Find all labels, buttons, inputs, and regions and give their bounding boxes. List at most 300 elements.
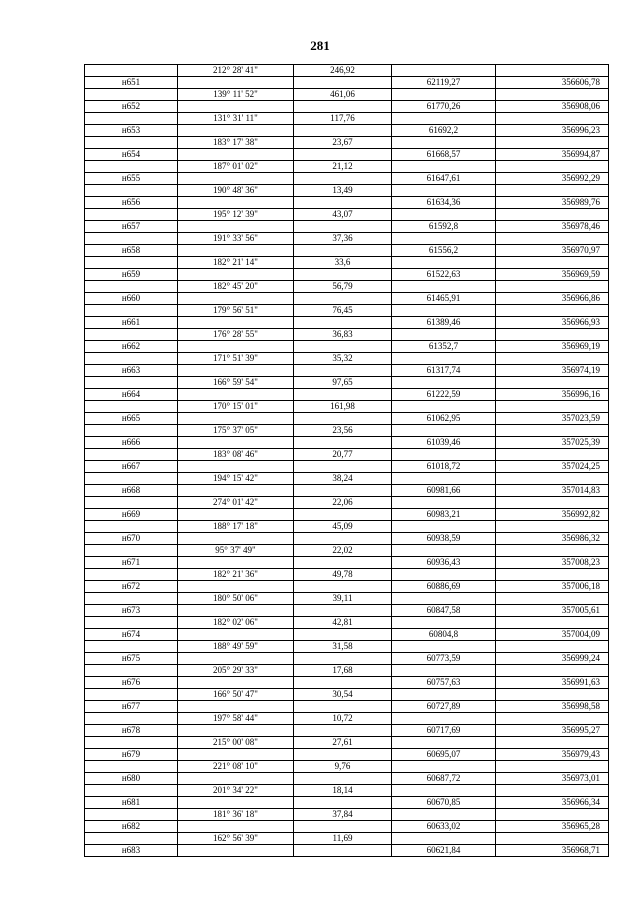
point-name-cell: н682	[85, 821, 178, 833]
table-row	[85, 809, 609, 821]
table-row	[85, 125, 609, 137]
y-coordinate-cell: 357005,61	[496, 605, 609, 617]
x-coordinate-cell: 60886,69	[392, 581, 496, 593]
direction-angle-cell	[178, 677, 294, 689]
y-coordinate-cell	[496, 545, 609, 557]
direction-angle-cell	[178, 557, 294, 569]
direction-angle-cell	[178, 149, 294, 161]
point-name-cell	[85, 833, 178, 845]
x-coordinate-cell	[392, 113, 496, 125]
point-name-cell: н665	[85, 413, 178, 425]
y-coordinate-cell	[496, 641, 609, 653]
point-name-cell: н674	[85, 629, 178, 641]
table-row	[85, 581, 609, 593]
table-row	[85, 185, 609, 197]
x-coordinate-cell	[392, 665, 496, 677]
table-row	[85, 545, 609, 557]
direction-angle-cell	[178, 125, 294, 137]
direction-angle-cell: 166° 59' 54"	[178, 377, 294, 389]
y-coordinate-cell	[496, 785, 609, 797]
distance-cell: 20,77	[294, 449, 392, 461]
table-row	[85, 305, 609, 317]
y-coordinate-cell	[496, 425, 609, 437]
point-name-cell: н662	[85, 341, 178, 353]
distance-cell	[294, 749, 392, 761]
x-coordinate-cell	[392, 449, 496, 461]
y-coordinate-cell	[496, 233, 609, 245]
table-row	[85, 293, 609, 305]
y-coordinate-cell	[496, 161, 609, 173]
point-name-cell: н676	[85, 677, 178, 689]
y-coordinate-cell: 356979,43	[496, 749, 609, 761]
table-row	[85, 113, 609, 125]
table-row	[85, 197, 609, 209]
distance-cell: 42,81	[294, 617, 392, 629]
distance-cell	[294, 245, 392, 257]
table-row	[85, 737, 609, 749]
x-coordinate-cell	[392, 353, 496, 365]
point-name-cell: н678	[85, 725, 178, 737]
y-coordinate-cell	[496, 761, 609, 773]
table-row	[85, 65, 609, 77]
x-coordinate-cell	[392, 833, 496, 845]
distance-cell: 30,54	[294, 689, 392, 701]
direction-angle-cell	[178, 365, 294, 377]
y-coordinate-cell: 356969,19	[496, 341, 609, 353]
distance-cell: 461,06	[294, 89, 392, 101]
table-row	[85, 677, 609, 689]
x-coordinate-cell: 60695,07	[392, 749, 496, 761]
y-coordinate-cell: 356606,78	[496, 77, 609, 89]
direction-angle-cell: 182° 21' 36"	[178, 569, 294, 581]
direction-angle-cell: 183° 17' 38"	[178, 137, 294, 149]
table-row	[85, 233, 609, 245]
y-coordinate-cell	[496, 209, 609, 221]
distance-cell	[294, 653, 392, 665]
x-coordinate-cell: 60938,59	[392, 533, 496, 545]
point-name-cell: н672	[85, 581, 178, 593]
distance-cell	[294, 389, 392, 401]
distance-cell: 31,58	[294, 641, 392, 653]
x-coordinate-cell: 60633,02	[392, 821, 496, 833]
x-coordinate-cell	[392, 761, 496, 773]
y-coordinate-cell: 356989,76	[496, 197, 609, 209]
direction-angle-cell	[178, 485, 294, 497]
point-name-cell: н657	[85, 221, 178, 233]
distance-cell	[294, 197, 392, 209]
direction-angle-cell: 191° 33' 56"	[178, 233, 294, 245]
point-name-cell: н661	[85, 317, 178, 329]
point-name-cell	[85, 497, 178, 509]
distance-cell: 56,79	[294, 281, 392, 293]
point-name-cell	[85, 473, 178, 485]
distance-cell: 49,78	[294, 569, 392, 581]
table-row	[85, 833, 609, 845]
point-name-cell	[85, 761, 178, 773]
y-coordinate-cell: 356995,27	[496, 725, 609, 737]
direction-angle-cell: 188° 17' 18"	[178, 521, 294, 533]
x-coordinate-cell	[392, 377, 496, 389]
table-row	[85, 533, 609, 545]
direction-angle-cell	[178, 605, 294, 617]
y-coordinate-cell: 357023,59	[496, 413, 609, 425]
x-coordinate-cell: 60804,8	[392, 629, 496, 641]
x-coordinate-cell	[392, 809, 496, 821]
table-row	[85, 689, 609, 701]
direction-angle-cell: 215° 00' 08"	[178, 737, 294, 749]
table-row	[85, 221, 609, 233]
x-coordinate-cell	[392, 257, 496, 269]
x-coordinate-cell	[392, 137, 496, 149]
table-row	[85, 77, 609, 89]
table-row	[85, 653, 609, 665]
table-row	[85, 497, 609, 509]
direction-angle-cell	[178, 797, 294, 809]
point-name-cell	[85, 161, 178, 173]
y-coordinate-cell	[496, 497, 609, 509]
direction-angle-cell: 171° 51' 39"	[178, 353, 294, 365]
distance-cell: 117,76	[294, 113, 392, 125]
x-coordinate-cell: 60936,43	[392, 557, 496, 569]
direction-angle-cell	[178, 845, 294, 857]
distance-cell: 36,83	[294, 329, 392, 341]
distance-cell: 38,24	[294, 473, 392, 485]
direction-angle-cell: 181° 36' 18"	[178, 809, 294, 821]
x-coordinate-cell: 60981,66	[392, 485, 496, 497]
distance-cell	[294, 461, 392, 473]
direction-angle-cell: 190° 48' 36"	[178, 185, 294, 197]
distance-cell: 21,12	[294, 161, 392, 173]
table-row	[85, 341, 609, 353]
table-row	[85, 161, 609, 173]
direction-angle-cell	[178, 653, 294, 665]
point-name-cell	[85, 545, 178, 557]
y-coordinate-cell: 356994,87	[496, 149, 609, 161]
distance-cell	[294, 341, 392, 353]
y-coordinate-cell: 357024,25	[496, 461, 609, 473]
x-coordinate-cell: 61647,61	[392, 173, 496, 185]
distance-cell	[294, 557, 392, 569]
direction-angle-cell: 180° 50' 06"	[178, 593, 294, 605]
point-name-cell	[85, 137, 178, 149]
y-coordinate-cell: 356970,97	[496, 245, 609, 257]
direction-angle-cell	[178, 749, 294, 761]
distance-cell	[294, 365, 392, 377]
x-coordinate-cell: 60621,84	[392, 845, 496, 857]
x-coordinate-cell	[392, 785, 496, 797]
direction-angle-cell: 182° 21' 14"	[178, 257, 294, 269]
table-row	[85, 521, 609, 533]
point-name-cell: н652	[85, 101, 178, 113]
table-row	[85, 845, 609, 857]
distance-cell: 37,84	[294, 809, 392, 821]
table-row	[85, 629, 609, 641]
x-coordinate-cell: 60670,85	[392, 797, 496, 809]
distance-cell	[294, 125, 392, 137]
direction-angle-cell: 166° 50' 47"	[178, 689, 294, 701]
distance-cell	[294, 173, 392, 185]
distance-cell	[294, 437, 392, 449]
x-coordinate-cell: 61556,2	[392, 245, 496, 257]
x-coordinate-cell	[392, 569, 496, 581]
point-name-cell: н651	[85, 77, 178, 89]
table-row	[85, 749, 609, 761]
point-name-cell	[85, 281, 178, 293]
y-coordinate-cell	[496, 137, 609, 149]
point-name-cell	[85, 401, 178, 413]
point-name-cell: н671	[85, 557, 178, 569]
distance-cell: 76,45	[294, 305, 392, 317]
point-name-cell: н654	[85, 149, 178, 161]
distance-cell	[294, 293, 392, 305]
table-row	[85, 473, 609, 485]
y-coordinate-cell: 356969,59	[496, 269, 609, 281]
y-coordinate-cell: 357025,39	[496, 437, 609, 449]
direction-angle-cell	[178, 197, 294, 209]
distance-cell	[294, 269, 392, 281]
table-row	[85, 173, 609, 185]
point-name-cell: н668	[85, 485, 178, 497]
y-coordinate-cell	[496, 113, 609, 125]
point-name-cell	[85, 449, 178, 461]
direction-angle-cell: 162° 56' 39"	[178, 833, 294, 845]
direction-angle-cell	[178, 413, 294, 425]
point-name-cell	[85, 65, 178, 77]
x-coordinate-cell	[392, 329, 496, 341]
direction-angle-cell	[178, 581, 294, 593]
x-coordinate-cell: 61389,46	[392, 317, 496, 329]
y-coordinate-cell	[496, 473, 609, 485]
x-coordinate-cell: 60773,59	[392, 653, 496, 665]
table-row	[85, 617, 609, 629]
y-coordinate-cell: 356999,24	[496, 653, 609, 665]
x-coordinate-cell: 61522,63	[392, 269, 496, 281]
distance-cell: 35,32	[294, 353, 392, 365]
table-row	[85, 149, 609, 161]
point-name-cell: н673	[85, 605, 178, 617]
point-name-cell	[85, 305, 178, 317]
distance-cell: 33,6	[294, 257, 392, 269]
distance-cell: 23,67	[294, 137, 392, 149]
point-name-cell	[85, 257, 178, 269]
distance-cell: 27,61	[294, 737, 392, 749]
point-name-cell: н664	[85, 389, 178, 401]
point-name-cell	[85, 713, 178, 725]
direction-angle-cell: 182° 02' 06"	[178, 617, 294, 629]
y-coordinate-cell: 356986,32	[496, 533, 609, 545]
x-coordinate-cell: 61668,57	[392, 149, 496, 161]
table-row	[85, 269, 609, 281]
direction-angle-cell: 221° 08' 10"	[178, 761, 294, 773]
y-coordinate-cell	[496, 449, 609, 461]
point-name-cell: н655	[85, 173, 178, 185]
x-coordinate-cell	[392, 89, 496, 101]
point-name-cell	[85, 209, 178, 221]
direction-angle-cell	[178, 533, 294, 545]
point-name-cell: н660	[85, 293, 178, 305]
distance-cell: 13,49	[294, 185, 392, 197]
x-coordinate-cell	[392, 497, 496, 509]
distance-cell: 10,72	[294, 713, 392, 725]
y-coordinate-cell	[496, 305, 609, 317]
point-name-cell	[85, 809, 178, 821]
y-coordinate-cell: 357004,09	[496, 629, 609, 641]
distance-cell	[294, 77, 392, 89]
direction-angle-cell	[178, 221, 294, 233]
y-coordinate-cell: 356968,71	[496, 845, 609, 857]
page-number: 281	[310, 38, 330, 53]
y-coordinate-cell	[496, 377, 609, 389]
table-row	[85, 665, 609, 677]
x-coordinate-cell	[392, 233, 496, 245]
x-coordinate-cell	[392, 305, 496, 317]
direction-angle-cell	[178, 773, 294, 785]
x-coordinate-cell: 61018,72	[392, 461, 496, 473]
x-coordinate-cell	[392, 521, 496, 533]
x-coordinate-cell	[392, 401, 496, 413]
y-coordinate-cell: 356978,46	[496, 221, 609, 233]
distance-cell	[294, 581, 392, 593]
direction-angle-cell: 187° 01' 02"	[178, 161, 294, 173]
distance-cell	[294, 413, 392, 425]
x-coordinate-cell: 61039,46	[392, 437, 496, 449]
direction-angle-cell: 197° 58' 44"	[178, 713, 294, 725]
direction-angle-cell	[178, 629, 294, 641]
distance-cell	[294, 485, 392, 497]
direction-angle-cell: 179° 56' 51"	[178, 305, 294, 317]
distance-cell	[294, 221, 392, 233]
y-coordinate-cell: 356973,01	[496, 773, 609, 785]
x-coordinate-cell	[392, 65, 496, 77]
y-coordinate-cell	[496, 521, 609, 533]
x-coordinate-cell: 61592,8	[392, 221, 496, 233]
point-name-cell	[85, 689, 178, 701]
table-row	[85, 137, 609, 149]
x-coordinate-cell	[392, 617, 496, 629]
point-name-cell	[85, 593, 178, 605]
distance-cell	[294, 821, 392, 833]
x-coordinate-cell: 61634,36	[392, 197, 496, 209]
point-name-cell: н677	[85, 701, 178, 713]
table-row	[85, 101, 609, 113]
table-row	[85, 281, 609, 293]
point-name-cell	[85, 785, 178, 797]
direction-angle-cell	[178, 317, 294, 329]
table-row	[85, 785, 609, 797]
x-coordinate-cell	[392, 641, 496, 653]
y-coordinate-cell: 356992,29	[496, 173, 609, 185]
distance-cell: 246,92	[294, 65, 392, 77]
distance-cell: 23,56	[294, 425, 392, 437]
direction-angle-cell: 170° 15' 01"	[178, 401, 294, 413]
table-row	[85, 557, 609, 569]
x-coordinate-cell: 61222,59	[392, 389, 496, 401]
table-row	[85, 209, 609, 221]
table-row	[85, 593, 609, 605]
table-row	[85, 485, 609, 497]
point-name-cell	[85, 377, 178, 389]
point-name-cell	[85, 425, 178, 437]
y-coordinate-cell	[496, 185, 609, 197]
point-name-cell	[85, 233, 178, 245]
x-coordinate-cell: 61352,7	[392, 341, 496, 353]
point-name-cell	[85, 329, 178, 341]
y-coordinate-cell: 356996,16	[496, 389, 609, 401]
boundary-coordinates-table	[84, 64, 609, 857]
table-row	[85, 773, 609, 785]
point-name-cell: н653	[85, 125, 178, 137]
x-coordinate-cell: 60983,21	[392, 509, 496, 521]
direction-angle-cell	[178, 461, 294, 473]
table-row	[85, 413, 609, 425]
table-row	[85, 317, 609, 329]
y-coordinate-cell: 356974,19	[496, 365, 609, 377]
table-row	[85, 761, 609, 773]
point-name-cell	[85, 569, 178, 581]
table-row	[85, 605, 609, 617]
direction-angle-cell	[178, 437, 294, 449]
point-name-cell: н681	[85, 797, 178, 809]
y-coordinate-cell	[496, 737, 609, 749]
distance-cell	[294, 533, 392, 545]
y-coordinate-cell	[496, 65, 609, 77]
y-coordinate-cell	[496, 833, 609, 845]
y-coordinate-cell	[496, 689, 609, 701]
point-name-cell: н667	[85, 461, 178, 473]
y-coordinate-cell: 356908,06	[496, 101, 609, 113]
x-coordinate-cell	[392, 737, 496, 749]
y-coordinate-cell	[496, 809, 609, 821]
x-coordinate-cell: 60717,69	[392, 725, 496, 737]
point-name-cell	[85, 737, 178, 749]
x-coordinate-cell	[392, 689, 496, 701]
direction-angle-cell: 139° 11' 52"	[178, 89, 294, 101]
point-name-cell: н663	[85, 365, 178, 377]
y-coordinate-cell: 356998,58	[496, 701, 609, 713]
y-coordinate-cell	[496, 569, 609, 581]
direction-angle-cell	[178, 245, 294, 257]
y-coordinate-cell	[496, 89, 609, 101]
x-coordinate-cell	[392, 185, 496, 197]
table-row	[85, 257, 609, 269]
y-coordinate-cell: 356966,86	[496, 293, 609, 305]
point-name-cell: н679	[85, 749, 178, 761]
distance-cell: 17,68	[294, 665, 392, 677]
x-coordinate-cell	[392, 593, 496, 605]
direction-angle-cell: 194° 15' 42"	[178, 473, 294, 485]
point-name-cell: н656	[85, 197, 178, 209]
point-name-cell	[85, 641, 178, 653]
direction-angle-cell: 274° 01' 42"	[178, 497, 294, 509]
direction-angle-cell	[178, 725, 294, 737]
direction-angle-cell: 182° 45' 20"	[178, 281, 294, 293]
x-coordinate-cell	[392, 209, 496, 221]
table-row	[85, 437, 609, 449]
table-row	[85, 641, 609, 653]
point-name-cell: н670	[85, 533, 178, 545]
x-coordinate-cell: 60727,89	[392, 701, 496, 713]
distance-cell: 11,69	[294, 833, 392, 845]
distance-cell: 22,06	[294, 497, 392, 509]
distance-cell	[294, 629, 392, 641]
table-row	[85, 797, 609, 809]
direction-angle-cell	[178, 341, 294, 353]
distance-cell: 43,07	[294, 209, 392, 221]
distance-cell	[294, 101, 392, 113]
direction-angle-cell: 205° 29' 33"	[178, 665, 294, 677]
x-coordinate-cell	[392, 473, 496, 485]
y-coordinate-cell: 357014,83	[496, 485, 609, 497]
